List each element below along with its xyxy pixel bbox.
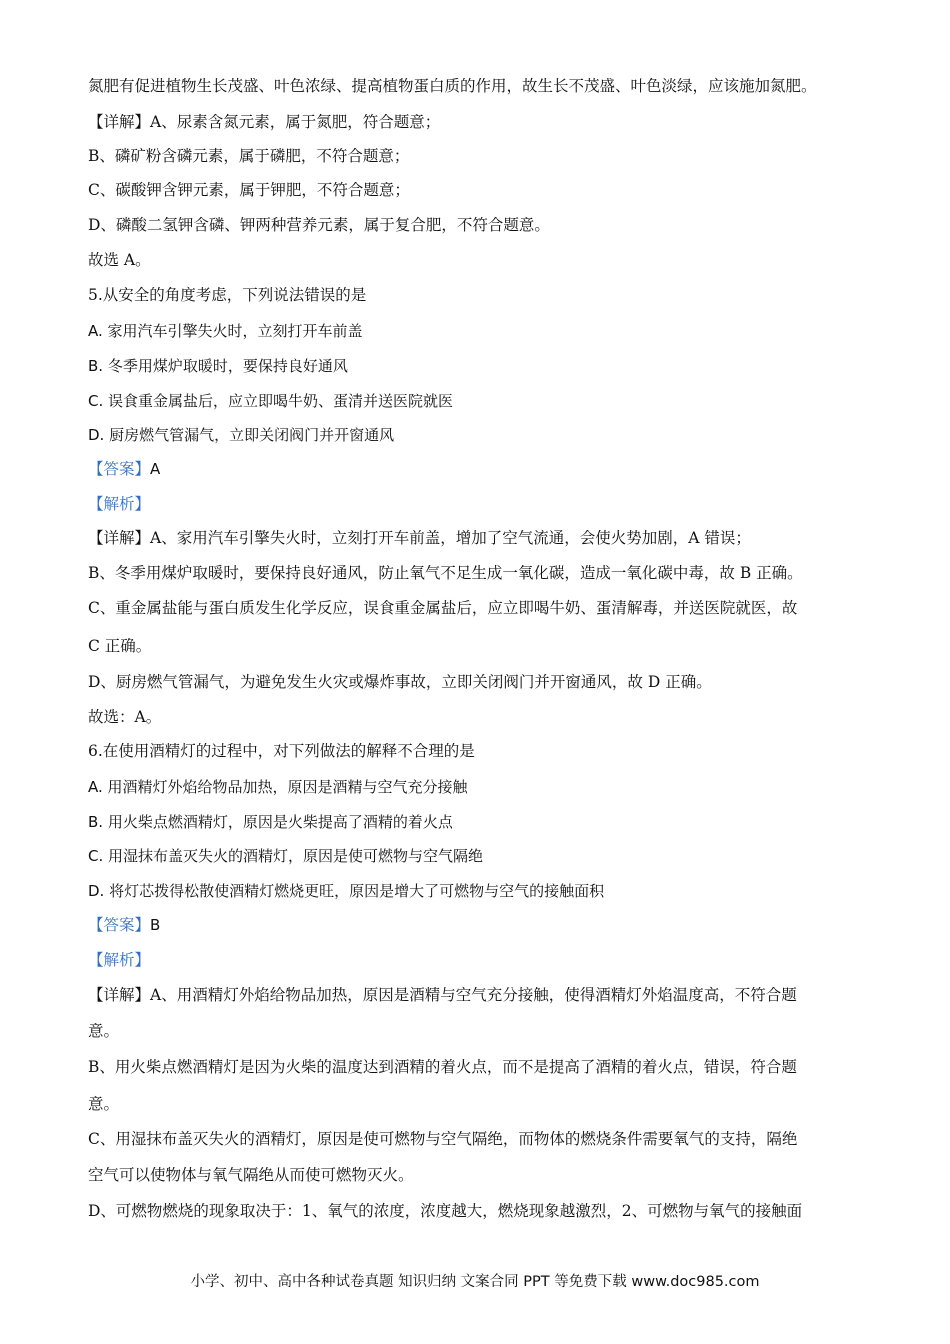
text-line: 【详解】A、尿素含氮元素，属于氮肥，符合题意； (88, 113, 441, 131)
text-line: D、厨房燃气管漏气，为避免发生火灾或爆炸事故，立即关闭阀门并开窗通风，故 D 正确。 (88, 673, 712, 691)
text-line: C、碳酸钾含钾元素，属于钾肥，不符合题意； (88, 181, 410, 199)
question-title: 5.从安全的角度考虑，下列说法错误的是 (88, 286, 367, 304)
text-line: 意。 (88, 1095, 120, 1113)
text-line: D、磷酸二氢钾含磷、钾两种营养元素，属于复合肥，不符合题意。 (88, 216, 550, 234)
answer-tag: 【答案】 (88, 460, 151, 478)
text-line: 氮肥有促进植物生长茂盛、叶色浓绿、提高植物蛋白质的作用，故生长不茂盛、叶色淡绿，应该施加氮肥。 (88, 77, 817, 95)
answer-line (88, 915, 160, 935)
text-line: 【详解】A、家用汽车引擎失火时，立刻打开车前盖，增加了空气流通，会使火势加剧，A 错误； (88, 529, 751, 547)
text-line: 故选：A。 (88, 708, 162, 726)
text-line: B、用火柴点燃酒精灯是因为火柴的温度达到酒精的着火点，而不是提高了酒精的着火点，错误，符合题 (88, 1058, 797, 1076)
option-c: C. 误食重金属盐后，应立即喝牛奶、蛋清并送医院就医 (88, 392, 454, 410)
answer-tag: 【答案】 (88, 916, 151, 934)
text-line: D、可燃物燃烧的现象取决于：1、氧气的浓度，浓度越大，燃烧现象越激烈，2、可燃物与氧气的接触面 (88, 1202, 803, 1220)
page-footer: 小学、初中、高中各种试卷真题 知识归纳 文案合同 PPT 等免费下载 www.doc985.com (190, 1274, 760, 1290)
text-line: 意。 (88, 1022, 120, 1040)
analysis-tag: 【解析】 (88, 495, 151, 513)
text-line: C、重金属盐能与蛋白质发生化学反应，误食重金属盐后，应立即喝牛奶、蛋清解毒，并送医院就医，故 (88, 599, 798, 617)
option-b: B. 冬季用煤炉取暖时，要保持良好通风 (88, 357, 348, 375)
text-line: C 正确。 (88, 637, 152, 655)
option-b: B. 用火柴点燃酒精灯，原因是火柴提高了酒精的着火点 (88, 813, 453, 831)
text-line: 故选 A。 (88, 251, 151, 269)
answer-line (88, 459, 160, 479)
option-d: D. 厨房燃气管漏气，立即关闭阀门并开窗通风 (88, 426, 395, 444)
question-title: 6.在使用酒精灯的过程中，对下列做法的解释不合理的是 (88, 742, 475, 760)
text-line: 【详解】A、用酒精灯外焰给物品加热，原因是酒精与空气充分接触，使得酒精灯外焰温度高，不符合题 (88, 986, 797, 1004)
answer-value: A (150, 460, 161, 478)
answer-value: B (150, 916, 161, 934)
option-a: A. 家用汽车引擎失火时，立刻打开车前盖 (88, 322, 363, 340)
text-line: B、冬季用煤炉取暖时，要保持良好通风，防止氧气不足生成一氧化碳，造成一氧化碳中毒，故 B 正确。 (88, 564, 803, 582)
option-a: A. 用酒精灯外焰给物品加热，原因是酒精与空气充分接触 (88, 778, 468, 796)
text-line: B、磷矿粉含磷元素，属于磷肥，不符合题意； (88, 147, 410, 165)
text-line: C、用湿抹布盖灭失火的酒精灯，原因是使可燃物与空气隔绝，而物体的燃烧条件需要氧气的支持，隔绝 (88, 1130, 798, 1148)
text-line: 空气可以使物体与氧气隔绝从而使可燃物灭火。 (88, 1166, 414, 1184)
option-d: D. 将灯芯拨得松散使酒精灯燃烧更旺，原因是增大了可燃物与空气的接触面积 (88, 882, 605, 900)
option-c: C. 用湿抹布盖灭失火的酒精灯，原因是使可燃物与空气隔绝 (88, 847, 484, 865)
analysis-tag: 【解析】 (88, 951, 151, 969)
